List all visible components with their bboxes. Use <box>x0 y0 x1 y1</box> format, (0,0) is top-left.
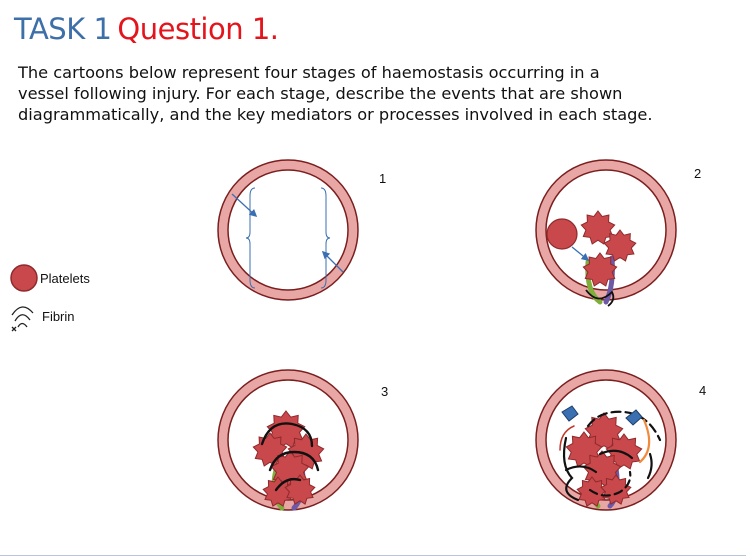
platelet <box>547 219 577 249</box>
question-label: Question 1. <box>117 12 279 46</box>
stage-2-number: 2 <box>694 166 702 181</box>
fibrin-legend-icon <box>12 307 33 331</box>
stage-1-number: 1 <box>379 171 387 186</box>
stage-1-vessel <box>218 160 358 300</box>
platelet-legend-icon <box>11 265 37 291</box>
question-line: diagrammatically, and the key mediators or processes involved in each stage. <box>18 105 653 124</box>
stage-4-number: 4 <box>699 383 707 398</box>
question-line: vessel following injury. For each stage, describe the events that are shown <box>18 84 623 103</box>
legend-fibrin-label: Fibrin <box>42 309 75 324</box>
task-label: TASK 1 <box>14 12 112 46</box>
stage-3-number: 3 <box>381 384 389 399</box>
footer-divider <box>0 555 746 556</box>
legend-platelets-label: Platelets <box>40 271 90 286</box>
question-line: The cartoons below represent four stages of haemostasis occurring in a <box>18 63 600 82</box>
